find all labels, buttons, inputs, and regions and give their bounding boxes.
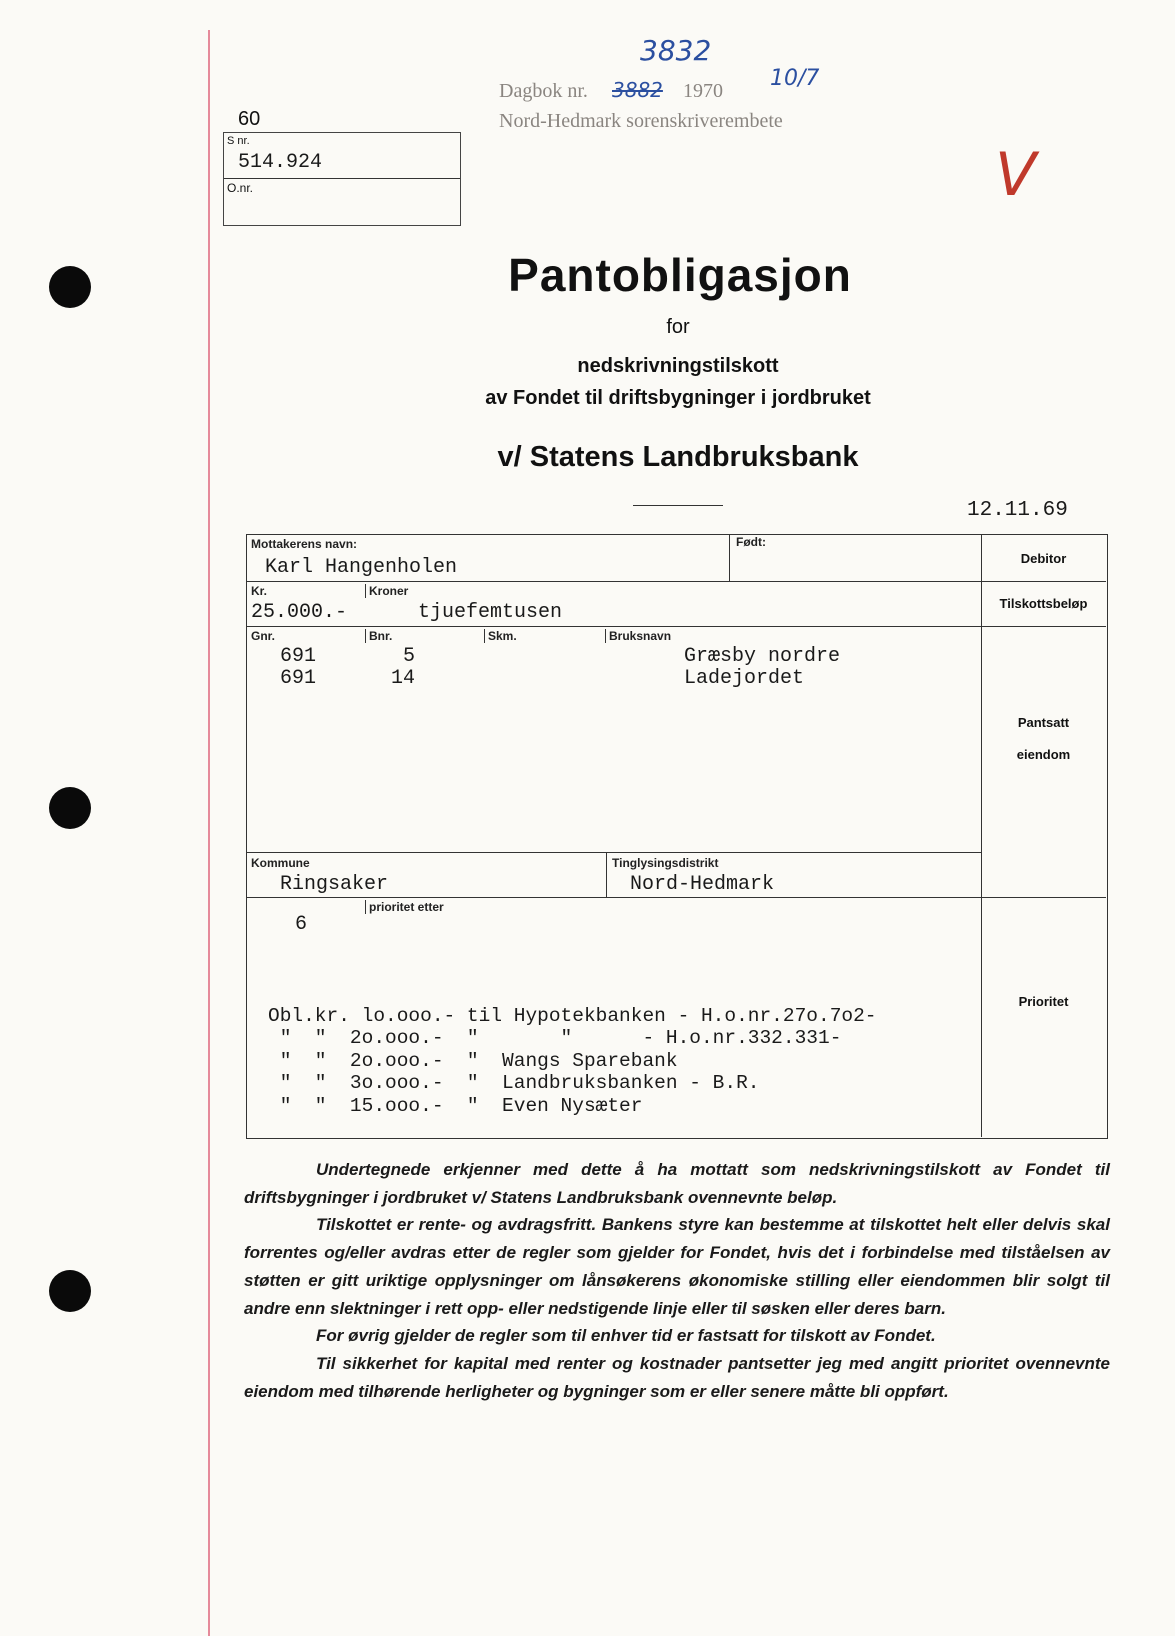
title-line1: nedskrivningstilskott [577,355,779,377]
dagbok-struck: 3882 [612,78,663,102]
punch-hole [49,1270,91,1312]
dagbok-year: 1970 [683,80,723,102]
reference-box [223,132,461,226]
title-line3: v/ Statens Landbruksbank [497,441,859,473]
kommune-label: Kommune [251,856,310,870]
tinglysing-label: Tinglysingsdistrikt [612,856,719,870]
skm-label: Skm. [484,629,517,643]
handwritten-number: 3832 [640,34,712,67]
document-title: Pantobligasjon [508,249,852,301]
born-label: Født: [736,535,766,549]
property-name: Ladejordet [684,667,805,690]
paragraph: Tilskottet er rente- og avdragsfritt. Bankens styre kan bestemme at tilskottet helt eller delvis skal forrentes og/eller avdras etter de regler som gjelder for Fondet, hvis det i forbindelse med tilståelsen av støtten er gitt uriktige opplysninger om lånsøkerens økonomiske stilling eller eiendommen blir solgt til andre enn slektninger i rett opp- eller nedstigende linje eller til søsken eller deres barn. [244,1215,1110,1318]
office-name: Nord-Hedmark sorenskriverembete [499,110,783,132]
obligations-list [268,982,877,1140]
priority-number: 6 [295,913,308,936]
tilskott-label: Tilskottsbeløp [999,596,1088,611]
property-gnr: 691 [280,667,317,690]
amount-words: tjuefemtusen [418,601,563,624]
gnr-label: Gnr. [251,629,276,643]
pantsatt-label: Pantsatt [1017,715,1070,730]
body-text [244,1156,1110,1405]
paragraph: For øvrig gjelder de regler som til enhver tid er fastsatt for tilskott av Fondet. [316,1326,936,1346]
property-name: Græsby nordre [684,645,841,668]
obligation-line: " " 3o.ooo.- " Landbruksbanken - B.R. [268,1072,760,1094]
debitor-label: Debitor [1020,551,1067,566]
kroner-label: Kroner [365,584,408,598]
snr-label: S nr. [227,135,250,147]
priority-label: prioritet etter [365,900,444,914]
bruksnavn-label: Bruksnavn [605,629,671,643]
paragraph: Til sikkerhet for kapital med renter og kostnader pantsetter jeg med angitt prioritet ovennevnte eiendom med tilhørende herligheter og bygninger som er eller senere måtte bli oppført. [244,1353,1110,1401]
obligation-line: " " 15.ooo.- " Even Nysæter [268,1094,643,1117]
hand-date: 10/7 [770,66,820,91]
punch-hole [49,787,91,829]
bnr-label: Bnr. [365,629,392,643]
eiendom-label: eiendom [1016,747,1071,762]
recipient-label: Mottakerens navn: [251,537,358,551]
kr-label: Kr. [251,584,268,598]
property-bnr: 14 [391,667,416,690]
page-number: 60 [238,108,261,130]
property-bnr: 5 [403,645,416,668]
snr-value: 514.924 [238,151,323,174]
kommune-value: Ringsaker [280,873,389,896]
prioritet-label: Prioritet [1018,994,1069,1009]
amount: 25.000.- [251,601,348,624]
property-gnr: 691 [280,645,317,668]
title-line2: av Fondet til driftsbygninger i jordbruket [485,387,871,409]
obligation-line: " " 2o.ooo.- " " - H.o.nr.332.331- [268,1027,842,1049]
dagbok-label: Dagbok nr. [499,80,588,102]
recipient-name: Karl Hangenholen [265,556,458,579]
paragraph: Undertegnede erkjenner med dette å ha mottatt som nedskrivningstilskott av Fondet til driftsbygninger i jordbruket v/ Statens Landbruksbank ovennevnte beløp. [244,1160,1110,1207]
tinglysing-value: Nord-Hedmark [630,873,775,896]
title-for: for [666,316,690,338]
check-mark: V [995,140,1037,210]
obligation-line: Obl.kr. lo.ooo.- til Hypotekbanken - H.o.nr.27o.7o2- [268,1004,877,1027]
obligation-line: " " 2o.ooo.- " Wangs Sparebank [268,1049,678,1072]
document-date: 12.11.69 [967,499,1068,522]
onr-label: O.nr. [227,181,254,195]
